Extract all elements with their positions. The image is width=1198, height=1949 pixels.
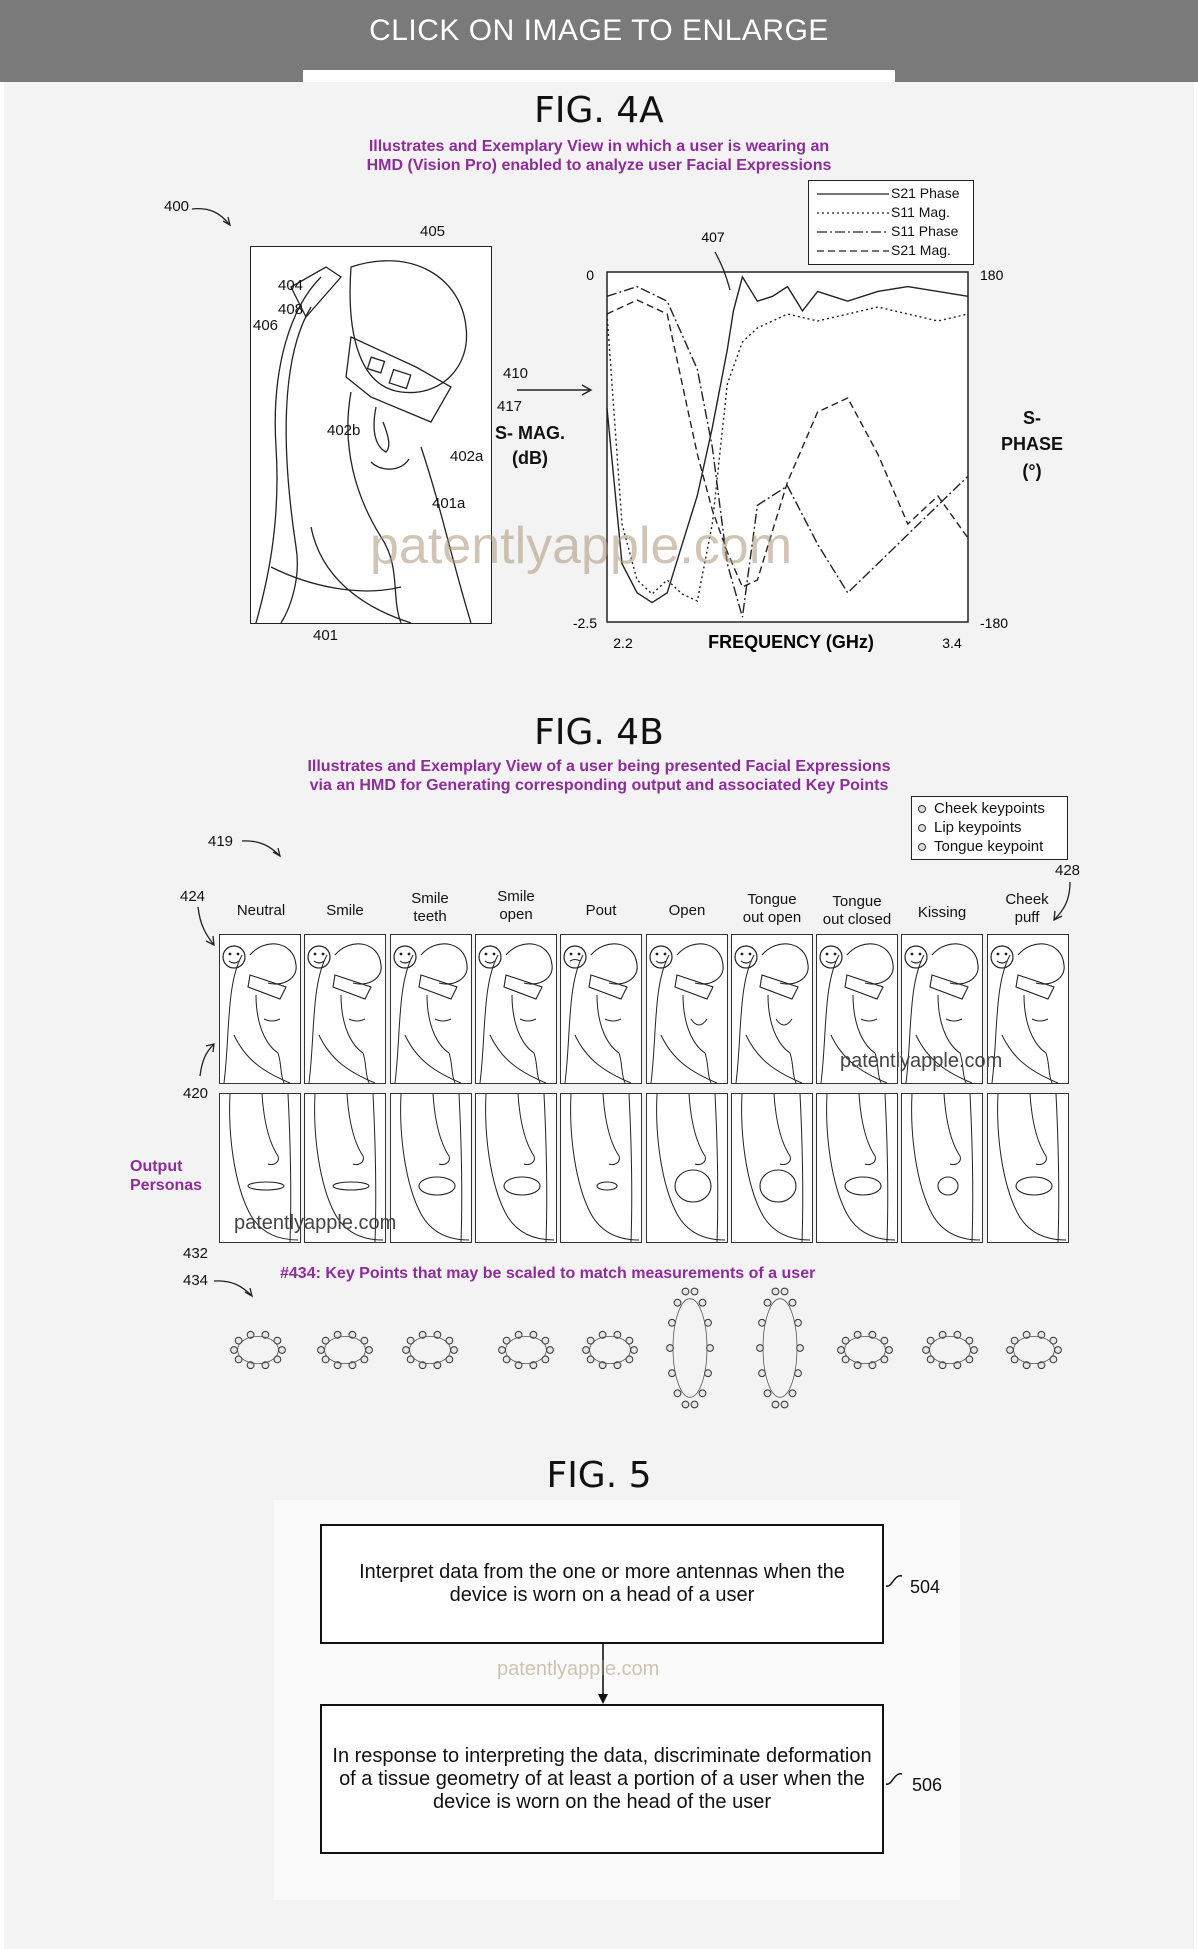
keypoint-dot [682, 1288, 689, 1295]
keypoint-dot [366, 1347, 373, 1354]
ref-405: 405 [420, 223, 446, 240]
keypoint-dot [781, 1401, 788, 1408]
hmd-tile-smile-open [475, 934, 557, 1084]
x-tick-3.4: 3.4 [942, 635, 962, 651]
keypoint-dot [772, 1401, 779, 1408]
expr-label-tongue-out-closed: Tongue out closed [822, 893, 892, 928]
keypoint-outline [845, 1336, 886, 1363]
ref-506-tick [884, 1768, 914, 1792]
keypoint-outline [673, 1299, 707, 1398]
keypoint-dot [795, 1319, 802, 1326]
keypoint-dot [705, 1370, 712, 1377]
expr-label-cheek-puff: Cheek puff [1005, 891, 1049, 926]
keypoint-dot [789, 1390, 796, 1397]
hmd-tile-open [646, 934, 728, 1084]
fig4a-watermark: patentlyapple.com [370, 517, 793, 575]
keypoint-dot [838, 1347, 845, 1354]
emoji-face-icon [820, 946, 842, 968]
persona-tile-smile-open [475, 1093, 557, 1243]
fig4a-caption-line2: HMD (Vision Pro) enabled to analyze user Facial Expressions [366, 157, 832, 174]
ref-417: 417 [497, 398, 523, 415]
emoji-face-icon [394, 946, 416, 968]
keypoint-dot [499, 1347, 506, 1354]
keypoint-dot [781, 1288, 788, 1295]
smag-label-2: (dB) [512, 448, 548, 468]
keypoint-dot [403, 1347, 410, 1354]
ref-401: 401 [313, 627, 339, 644]
keypoint-dot [631, 1347, 638, 1354]
flow-step-504-text: Interpret data from the one or more antennas when the device is worn on a head of a user [359, 1561, 845, 1606]
fig5-watermark: patentlyapple.com [497, 1658, 660, 1680]
legend-label-3: S11 Phase [891, 223, 959, 239]
sphase-label-2: PHASE [1000, 434, 1063, 454]
expr-label-tongue-out-open: Tongue out open [742, 891, 802, 926]
ref-402b: 402b [327, 422, 361, 439]
keypoint-dot [669, 1370, 676, 1377]
keypoint-dot [667, 1345, 674, 1352]
ref-408: 408 [278, 301, 304, 318]
persona-tile-tongue-out-open [731, 1093, 813, 1243]
keypoint-dot [699, 1390, 706, 1397]
persona-tile-drawing [732, 1094, 812, 1242]
persona-tile-kissing [901, 1093, 983, 1243]
hmd-tile-drawing [305, 935, 385, 1083]
expr-label-pout: Pout [585, 902, 617, 919]
ref-428: 428 [1055, 862, 1081, 879]
legend-label-4: S21 Mag. [891, 242, 951, 258]
keypoint-dot [231, 1347, 238, 1354]
ref-420-arrow [196, 1040, 220, 1080]
keypoint-dot [772, 1288, 779, 1295]
keypoint-legend [911, 796, 1068, 860]
keypoint-dot [789, 1299, 796, 1306]
keypoint-dot-group [231, 1288, 1062, 1408]
ref-410: 410 [503, 365, 529, 382]
keypoint-dot [707, 1345, 714, 1352]
marker-tongue [919, 844, 926, 851]
ref-402a: 402a [450, 448, 484, 465]
legend-cheek-keypoints: Cheek keypoints [934, 800, 1045, 817]
ref-504: 504 [910, 1577, 941, 1597]
fig4a-title: FIG. 4A [534, 90, 664, 131]
expr-label-smile-open: Smile open [497, 888, 535, 923]
expr-label-neutral: Neutral [236, 902, 286, 919]
keypoint-dot [923, 1347, 930, 1354]
ref-432: 432 [183, 1245, 209, 1262]
hmd-tile-drawing [647, 935, 727, 1083]
keypoint-dot [691, 1288, 698, 1295]
sphase-label-1: S- [1023, 408, 1041, 428]
ref-434: 434 [183, 1272, 209, 1289]
legend-tongue-keypoint: Tongue keypoint [934, 838, 1044, 855]
emoji-face-icon [735, 946, 757, 968]
output-personas-label-1: Output [130, 1158, 183, 1175]
keypoint-dot [279, 1347, 286, 1354]
legend-lip-keypoints: Lip keypoints [934, 819, 1022, 836]
persona-tile-drawing [902, 1094, 982, 1242]
ref-401a: 401a [432, 495, 466, 512]
emoji-face-icon [223, 946, 245, 968]
persona-tile-drawing [647, 1094, 727, 1242]
keypoint-dot [674, 1299, 681, 1306]
hmd-tile-drawing [561, 935, 641, 1083]
fig4b-caption-line1: Illustrates and Exemplary View of a user being presented Facial Expressions [307, 758, 891, 775]
keypoint-dot [759, 1370, 766, 1377]
keypoint-dot [669, 1319, 676, 1326]
emoji-face-icon [650, 946, 672, 968]
persona-tile-smile-teeth [390, 1093, 472, 1243]
keypoint-dot [757, 1345, 764, 1352]
keypoint-outline [763, 1299, 797, 1398]
chart-legend [808, 180, 974, 265]
keypoint-dot [971, 1347, 978, 1354]
hmd-tile-smile-teeth [390, 934, 472, 1084]
persona-tile-pout [560, 1093, 642, 1243]
expr-label-kissing: Kissing [917, 904, 967, 921]
output-personas-label-2: Personas [130, 1177, 203, 1194]
x-tick-2.2: 2.2 [613, 635, 633, 651]
emoji-face-icon [479, 946, 501, 968]
y-right-tick-min: -180 [980, 615, 1009, 631]
legend-label-2: S11 Mag. [891, 204, 950, 220]
fig4b-watermark-top: patentlyapple.com [840, 1050, 1003, 1072]
keypoint-outline [238, 1336, 279, 1363]
smag-label-1: S- MAG. [495, 423, 565, 443]
keypoint-dot [764, 1390, 771, 1397]
hmd-tile-drawing [476, 935, 556, 1083]
flow-step-506 [320, 1704, 884, 1854]
expr-label-smile: Smile [326, 902, 364, 919]
hmd-tile-tongue-out-open [731, 934, 813, 1084]
keypoint-dot [795, 1370, 802, 1377]
hmd-tile-drawing [391, 935, 471, 1083]
keypoint-outline [1014, 1336, 1055, 1363]
ref-400: 400 [164, 198, 190, 215]
keypoint-dot [674, 1390, 681, 1397]
y-left-tick-0: 0 [586, 267, 594, 283]
expr-label-open: Open [668, 902, 706, 919]
fig4a-caption-line1: Illustrates and Exemplary View in which a user is wearing an [368, 138, 830, 155]
persona-tile-cheek-puff [987, 1093, 1069, 1243]
emoji-face-icon [905, 946, 927, 968]
persona-tile-drawing [476, 1094, 556, 1242]
persona-tile-drawing [817, 1094, 897, 1242]
ref-420: 420 [183, 1085, 209, 1102]
fig5-title: FIG. 5 [546, 1455, 652, 1496]
keypoint-dot [682, 1401, 689, 1408]
ref-406: 406 [253, 317, 279, 334]
keypoint-outline [590, 1336, 631, 1363]
hmd-tile-smile [304, 934, 386, 1084]
fig4b-caption-line2: via an HMD for Generating corresponding output and associated Key Points [309, 777, 889, 794]
keypoint-dot [797, 1345, 804, 1352]
keypoint-dot [583, 1347, 590, 1354]
keypoint-dot [451, 1347, 458, 1354]
ref-404: 404 [278, 277, 304, 294]
keypoint-dot [764, 1299, 771, 1306]
persona-tile-drawing [391, 1094, 471, 1242]
flow-step-506-text: In response to interpreting the data, discriminate deformation of a tissue geometry of at least a portion of a user when the device is worn on the head of the user [332, 1744, 872, 1813]
ref-419-arrow [240, 838, 290, 863]
fig4b-watermark-bottom: patentlyapple.com [234, 1212, 397, 1234]
emoji-face-icon [564, 946, 586, 968]
keypoints-caption: #434: Key Points that may be scaled to match measurements of a user [280, 1265, 816, 1282]
banner-text[interactable]: CLICK ON IMAGE TO ENLARGE [369, 14, 829, 47]
keypoint-outline [930, 1336, 971, 1363]
keypoint-dot [886, 1347, 893, 1354]
keypoint-dot [705, 1319, 712, 1326]
expr-label-smile-teeth: Smile teeth [411, 890, 449, 925]
emoji-face-icon [308, 946, 330, 968]
persona-tile-drawing [988, 1094, 1068, 1242]
x-axis-label: FREQUENCY (GHz) [708, 632, 874, 652]
hmd-tile-pout [560, 934, 642, 1084]
ref-424: 424 [180, 888, 206, 905]
sparam-chart [0, 0, 1198, 700]
keypoint-outline [410, 1336, 451, 1363]
keypoint-dot [699, 1299, 706, 1306]
hmd-tile-drawing [732, 935, 812, 1083]
persona-tile-drawing [561, 1094, 641, 1242]
fig4b-title: FIG. 4B [534, 712, 664, 753]
persona-tile-tongue-out-closed [816, 1093, 898, 1243]
y-right-tick-180: 180 [980, 267, 1004, 283]
keypoint-dot [759, 1319, 766, 1326]
keypoint-dot [691, 1401, 698, 1408]
sphase-label-3: (°) [1022, 461, 1042, 481]
keypoint-outline [506, 1336, 547, 1363]
keypoint-outline [325, 1336, 366, 1363]
marker-cheek [919, 806, 926, 813]
ref-424-arrow [196, 905, 220, 955]
legend-label-1: S21 Phase [891, 185, 960, 201]
ref-506: 506 [912, 1775, 943, 1795]
flow-step-504 [320, 1524, 884, 1644]
marker-lip [919, 825, 926, 832]
y-left-tick-min: -2.5 [572, 615, 597, 631]
ref-419: 419 [208, 833, 234, 850]
keypoint-clusters [0, 1280, 1198, 1420]
keypoint-dot [1055, 1347, 1062, 1354]
hmd-tile-drawing [220, 935, 300, 1083]
hmd-tile-neutral [219, 934, 301, 1084]
chart-annotation-407: 407 [701, 229, 725, 245]
keypoint-dot [1007, 1347, 1014, 1354]
keypoint-dot [318, 1347, 325, 1354]
emoji-face-icon [991, 946, 1013, 968]
persona-tile-open [646, 1093, 728, 1243]
keypoint-dot [547, 1347, 554, 1354]
